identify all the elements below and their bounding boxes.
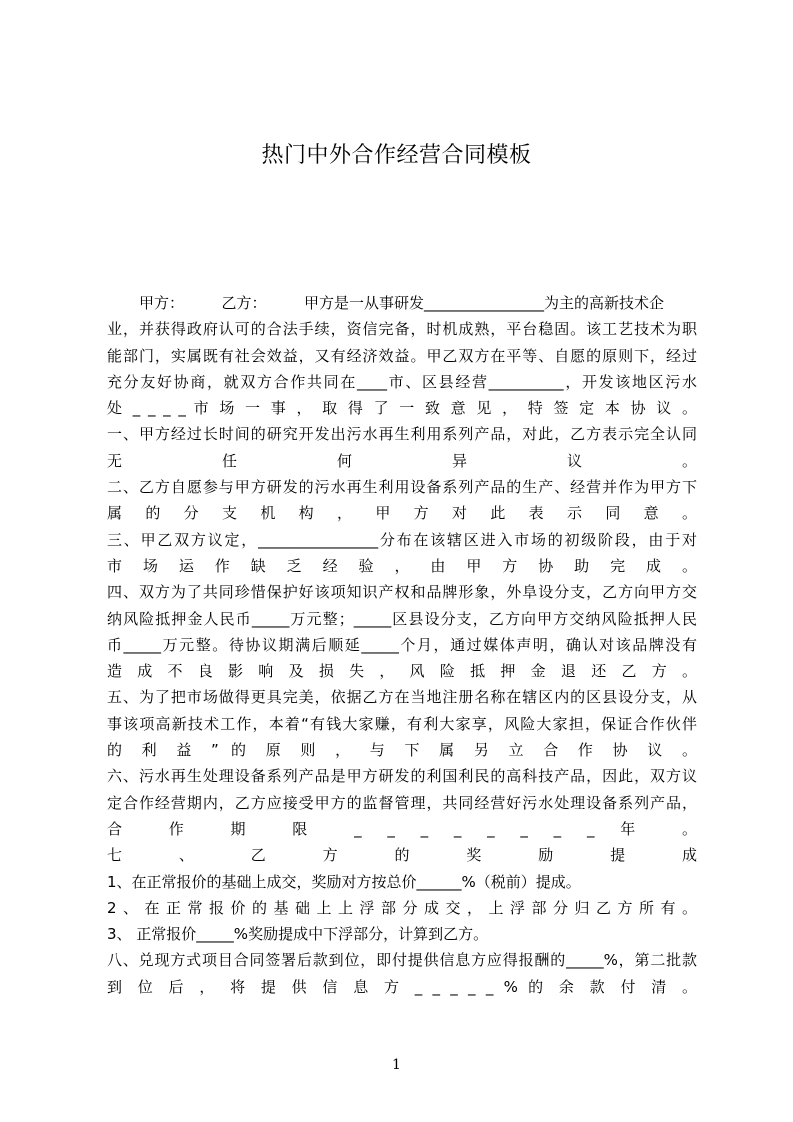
- document-title: 热门中外合作经营合同模板: [261, 143, 532, 168]
- clause-8-line: 八、兑现方式项目合同签署后款到位，即付提供信息方应得报酬的_____%，第二批款: [107, 951, 697, 970]
- clause-7-item: 2、在正常报价的基础上上浮部分成交，上浮部分归乙方所有。: [107, 898, 697, 917]
- clause-5-line: 的 利 益 ” 的 原 则 ， 与 下 属 另 立 合 作 协 议 。: [107, 741, 697, 760]
- paragraph-line: 甲方： 乙方： 甲方是一从事研发________________为主的高新技术企: [139, 294, 665, 312]
- clause-6-line: 合 作 期 限 _ _ _ _ _ _ _ _ 年 。: [107, 819, 697, 838]
- clause-7-item: 1、在正常报价的基础上成交，奖励对方按总价______%（税前）提成。: [107, 872, 581, 891]
- clause-7-heading: 七 、 乙 方 的 奖 励 提 成: [107, 846, 697, 865]
- clause-2-line: 属 的 分 支 机 构 ， 甲 方 对 此 表 示 同 意 。: [107, 504, 697, 523]
- clause-4-line: 纳风险抵押金人民币_____万元整；_____区县设分支，乙方向甲方交纳风险抵押人民: [107, 609, 697, 628]
- clause-4-line: 四、双方为了共同珍惜保护好该项知识产权和品牌形象，外阜设分支，乙方向甲方交: [107, 583, 697, 602]
- clause-5-line: 事该项高新技术工作，本着“有钱大家赚，有利大家享，风险大家担，保证合作伙伴: [107, 714, 697, 733]
- clause-3-line: 三、甲乙双方议定，________________分布在该辖区进入市场的初级阶段，由于对: [107, 530, 697, 549]
- clause-2-line: 二、乙方自愿参与甲方研发的污水再生利用设备系列产品的生产、经营并作为甲方下: [107, 478, 697, 497]
- contract-body: [107, 290, 697, 1000]
- clause-4-line: 造 成 不 良 影 响 及 损 失 ， 风 险 抵 押 金 退 还 乙 方 。: [107, 662, 697, 681]
- clause-5-line: 五、为了把市场做得更具完美，依据乙方在当地注册名称在辖区内的区县设分支，从: [107, 688, 697, 707]
- page-number: 1: [392, 1057, 401, 1073]
- clause-4-line: 币_____万元整。待协议期满后顺延_____个月，通过媒体声明，确认对该品牌没有: [107, 635, 697, 654]
- clause-1-line: 无 任 何 异 议 。: [107, 451, 697, 470]
- clause-6-line: 六、污水再生处理设备系列产品是甲方研发的利国利民的高科技产品，因此，双方议: [107, 767, 697, 786]
- clause-3-line: 市 场 运 作 缺 乏 经 验 ， 由 甲 方 协 助 完 成 。: [107, 556, 697, 575]
- paragraph-line: 业，并获得政府认可的合法手续，资信完备，时机成熟，平台稳固。该工艺技术为职: [107, 320, 697, 339]
- paragraph-line: 充分友好协商，就双方合作共同在____市、区县经营__________，开发该地区污水: [107, 372, 697, 391]
- clause-8-line: 到 位 后 ， 将 提 供 信 息 方 _ _ _ _ _ % 的 余 款 付 清 。: [107, 977, 697, 996]
- clause-7-item: 3、 正常报价_____%奖励提成中下浮部分，计算到乙方。: [107, 925, 489, 944]
- clause-6-line: 定合作经营期内，乙方应接受甲方的监督管理，共同经营好污水处理设备系列产品，: [107, 793, 697, 812]
- clause-1-line: 一、甲方经过长时间的研究开发出污水再生利用系列产品，对此，乙方表示完全认同: [107, 425, 697, 444]
- paragraph-line: 处 _ _ _ _ 市 场 一 事 ， 取 得 了 一 致 意 见 ， 特 签 定 本 协 议 。: [107, 399, 697, 418]
- paragraph-line: 能部门，实属既有社会效益，又有经济效益。甲乙双方在平等、自愿的原则下，经过: [107, 346, 697, 365]
